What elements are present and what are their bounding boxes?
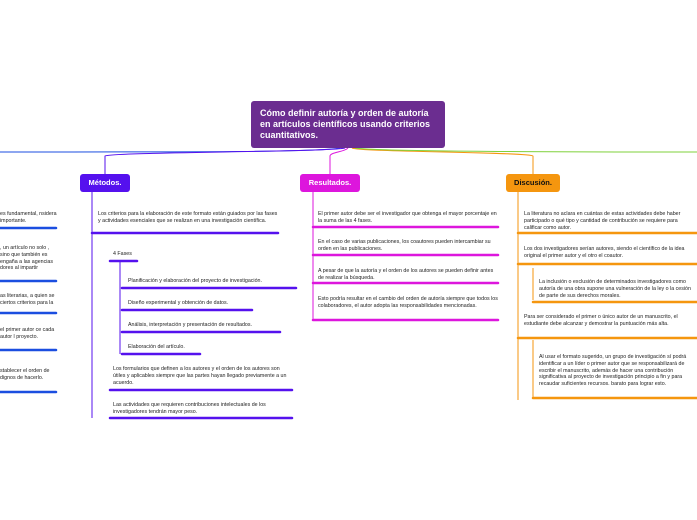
- left-leaf-text: , un artículo no solo , sino que también es engaña a las agencias dores al impartir: [0, 245, 54, 272]
- fase-leaf-text: Elaboración del artículo.: [128, 344, 185, 350]
- left-leaf-text: el primer autor ce cada autor l proyecto.: [0, 327, 55, 340]
- metodos-leaf[interactable]: [113, 402, 293, 416]
- discusion-leaf[interactable]: [524, 314, 697, 328]
- left-leaf[interactable]: [0, 245, 58, 272]
- left-leaf[interactable]: [0, 368, 64, 382]
- branch-metodos[interactable]: [80, 174, 130, 192]
- metodos-leaf-text: 4 Fases: [113, 251, 132, 257]
- branch-resultados-label: Resultados.: [308, 178, 352, 187]
- branch-metodos-label: Métodos.: [88, 178, 122, 187]
- metodos-leaf-text: Las actividades que requieren contribuciones intelectuales de los investigadores tendrán mayor peso.: [113, 402, 266, 415]
- resultados-leaf-text: En el caso de varias publicaciones, los coautores pueden intercambiar su orden en las publicaciones.: [318, 239, 491, 252]
- discusion-leaf[interactable]: [539, 354, 697, 388]
- left-leaf[interactable]: [0, 293, 68, 307]
- branch-discusion[interactable]: [506, 174, 560, 192]
- connector-resultados: [330, 148, 348, 174]
- metodos-leaf[interactable]: [113, 366, 293, 386]
- fase-leaf[interactable]: [128, 322, 298, 329]
- discusion-leaf[interactable]: [524, 211, 697, 231]
- fase-leaf[interactable]: [128, 344, 248, 351]
- resultados-leaf[interactable]: [318, 268, 500, 282]
- metodos-leaf-fases[interactable]: [113, 251, 153, 258]
- left-leaf-text: es fundamental, nsidera importante.: [0, 211, 57, 224]
- fase-leaf-text: Planificación y elaboración del proyecto de investigación.: [128, 278, 262, 284]
- branch-resultados[interactable]: [300, 174, 360, 192]
- discusion-leaf-text: Al usar el formato sugerido, un grupo de investigación sí podrá identificar a un líder o primer autor que se responsabilizará de escribir el manuscrito, además de hacer una contribución significativa al proyecto de investigación principio a fin y para recaudar suficientes recursos. barato para lograr esto.: [539, 354, 687, 388]
- branch-discusion-label: Discusión.: [514, 178, 552, 187]
- metodos-leaf[interactable]: [98, 211, 280, 225]
- discusion-leaf[interactable]: [539, 279, 697, 299]
- discusion-leaf-text: Para ser considerado el primer o único autor de un manuscrito, el estudiante debe alcanzar y demostrar la puntuación más alta.: [524, 314, 678, 327]
- left-leaf[interactable]: [0, 327, 58, 341]
- fase-leaf-text: Análisis, interpretación y presentación de resultados.: [128, 322, 252, 328]
- left-leaf-text: stablecer el orden de dignos de hacerlo.: [0, 368, 50, 381]
- resultados-leaf[interactable]: [318, 296, 500, 310]
- resultados-leaf-text: El primer autor debe ser el investigador que obtenga el mayor porcentaje en la suma de las 4 fases.: [318, 211, 497, 224]
- resultados-leaf-text: A pesar de que la autoría y el orden de los autores se pueden definir antes de realizar la búsqueda.: [318, 268, 494, 281]
- fase-leaf-text: Diseño experimental y obtención de datos.: [128, 300, 229, 306]
- discusion-leaf-text: La inclusión o exclusión de determinados investigadores como autoría de una obra supone una vulneración de la ley o la cesión de parte de sus derechos morales.: [539, 279, 691, 299]
- resultados-leaf[interactable]: [318, 239, 500, 253]
- connector-left: [0, 148, 340, 152]
- metodos-leaf-text: Los criterios para la elaboración de este formato están guiados por las fases y actividades esenciales que se realizan en una investigación científica.: [98, 211, 278, 224]
- discusion-leaf-text: La literatura no aclara en cuántas de estas actividades debe haber participado o qué tipo y cantidad de contribución se requiere para calificar como autor.: [524, 211, 681, 231]
- resultados-leaf-text: Esto podría resultar en el cambio del orden de autoría siempre que todos los colaboradores, el autor adopta las responsabilidades mencionadas.: [318, 296, 498, 309]
- resultados-leaf[interactable]: [318, 211, 500, 225]
- fase-leaf[interactable]: [128, 300, 278, 307]
- metodos-leaf-text: Los formularios que definen a los autores y el orden de los autores son útiles y aplicables siempre que las partes hayan llegado previamente a un acuerdo.: [113, 366, 287, 386]
- discusion-leaf[interactable]: [524, 246, 697, 260]
- left-leaf-text: as literarias, a quien se ciertos criterios para la: [0, 293, 55, 306]
- root-topic[interactable]: [251, 101, 445, 148]
- root-title: Cómo definir autoría y orden de autoría en artículos científicos usando criterios cuantitativos.: [260, 108, 431, 140]
- discusion-leaf-text: Los dos investigadores serían autores, siendo el científico de la idea original el primer autor y el otro el coautor.: [524, 246, 685, 259]
- left-leaf[interactable]: [0, 211, 58, 225]
- fase-leaf[interactable]: [128, 278, 298, 285]
